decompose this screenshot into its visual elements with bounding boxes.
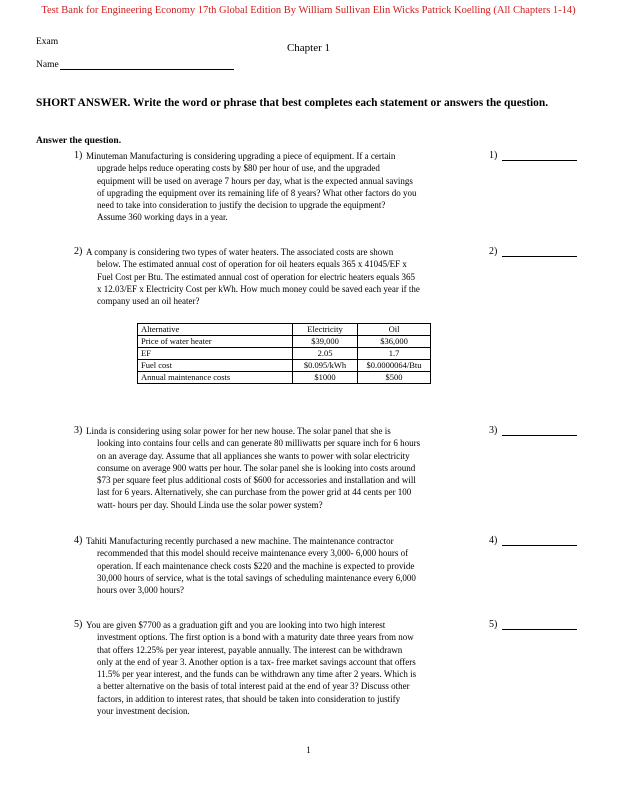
table-cell: Price of water heater bbox=[138, 336, 293, 348]
question-line: Linda is considering using solar power for her new house. The solar panel that she is bbox=[86, 426, 391, 436]
table-cell: $1000 bbox=[293, 372, 358, 384]
question-line: watt- hours per day. Should Linda use the solar power system? bbox=[97, 499, 323, 510]
answer-label: 4) bbox=[489, 535, 498, 546]
question-line: A company is considering two types of water heaters. The associated costs are shown bbox=[86, 247, 394, 257]
instructions-heading: SHORT ANSWER. Write the word or phrase that best completes each statement or answers the question. bbox=[36, 97, 549, 109]
water-heater-cost-table bbox=[137, 323, 431, 384]
question-line: a better alternative on the basis of total interest paid at the end of year 3? Discuss other bbox=[97, 681, 410, 692]
question-5 bbox=[74, 619, 484, 717]
question-line: last for 6 years. Alternatively, she can purchase from the power grid at 44 cents per 100 bbox=[97, 487, 412, 498]
answer-line bbox=[502, 246, 577, 257]
answer-label: 3) bbox=[489, 425, 498, 436]
table-header-cell: Oil bbox=[358, 324, 431, 336]
table-cell: Fuel cost bbox=[138, 360, 293, 372]
answer-line bbox=[502, 619, 577, 630]
question-1 bbox=[74, 150, 484, 224]
page-number: 1 bbox=[306, 745, 311, 755]
table-cell: EF bbox=[138, 348, 293, 360]
question-number: 3) bbox=[74, 425, 83, 436]
table-row bbox=[138, 336, 431, 348]
question-text bbox=[86, 150, 476, 224]
question-line: Minuteman Manufacturing is considering upgrading a piece of equipment. If a certain bbox=[86, 151, 396, 161]
question-line: upgrade helps reduce operating costs by $80 per hour of use, and the upgraded bbox=[97, 163, 380, 174]
question-text bbox=[86, 246, 476, 307]
question-4 bbox=[74, 535, 484, 596]
question-line: of upgrading the equipment over its remaining life of 8 years? What other factors do you bbox=[97, 187, 417, 198]
question-line: equipment will be used on average 7 hours per day, what is the expected annual savings bbox=[97, 175, 413, 186]
answer-blank-1 bbox=[489, 150, 577, 161]
question-line: your investment decision. bbox=[97, 706, 190, 717]
answer-blank-3 bbox=[489, 425, 577, 436]
question-line: 30,000 hours of service, what is the total savings of scheduling maintenance every 6,000 bbox=[97, 572, 416, 583]
question-line: Assume 360 working days in a year. bbox=[97, 212, 228, 223]
table-row bbox=[138, 360, 431, 372]
question-3 bbox=[74, 425, 484, 511]
question-line: Fuel Cost per Btu. The estimated annual cost of operation for electric heaters equals 365 bbox=[97, 271, 415, 282]
table-header-cell: Electricity bbox=[293, 324, 358, 336]
document-banner: Test Bank for Engineering Economy 17th Global Edition By William Sullivan Elin Wicks Patrick Koelling (All Chapters 1-14) bbox=[41, 5, 576, 16]
water-heater-cost-table-wrap bbox=[137, 323, 431, 384]
question-line: hours over 3,000 hours? bbox=[97, 585, 184, 596]
answer-blank-5 bbox=[489, 619, 577, 630]
answer-line bbox=[502, 535, 577, 546]
table-row bbox=[138, 372, 431, 384]
question-text bbox=[86, 619, 476, 717]
question-line: You are given $7700 as a graduation gift and you are looking into two high interest bbox=[86, 620, 386, 630]
question-number: 4) bbox=[74, 535, 83, 546]
table-cell: $500 bbox=[358, 372, 431, 384]
answer-label: 1) bbox=[489, 150, 498, 161]
table-header-cell: Alternative bbox=[138, 324, 293, 336]
question-line: on an average day. Assume that all appliances she wants to power with solar electricity bbox=[97, 450, 410, 461]
table-cell: $0.0000064/Btu bbox=[358, 360, 431, 372]
question-line: need to take into consideration to justify the decision to upgrade the equipment? bbox=[97, 200, 386, 211]
question-line: below. The estimated annual cost of operation for oil heaters equals 365 x 41045/EF x bbox=[97, 259, 407, 270]
name-label: Name bbox=[36, 60, 59, 70]
name-field bbox=[36, 60, 234, 70]
table-row bbox=[138, 348, 431, 360]
question-line: Tahiti Manufacturing recently purchased a new machine. The maintenance contractor bbox=[86, 536, 394, 546]
table-cell: Annual maintenance costs bbox=[138, 372, 293, 384]
table-cell: $36,000 bbox=[358, 336, 431, 348]
question-2 bbox=[74, 246, 484, 307]
question-line: looking into contains four cells and can generate 80 milliwatts per square inch for 6 hours bbox=[97, 438, 421, 449]
question-line: consume on average 900 watts per hour. The solar panel she is looking into costs around bbox=[97, 462, 416, 473]
question-line: operation. If each maintenance check costs $220 and the machine is expected to provide bbox=[97, 560, 415, 571]
answer-label: 2) bbox=[489, 246, 498, 257]
question-text bbox=[86, 425, 476, 511]
answer-line bbox=[502, 425, 577, 436]
question-line: x 12.03/EF x Electricity Cost per kWh. How much money could be saved each year if the bbox=[97, 283, 420, 294]
question-number: 5) bbox=[74, 619, 83, 630]
chapter-title: Chapter 1 bbox=[286, 42, 331, 54]
question-line: factors, in addition to interest rates, that should be taken into consideration to justify bbox=[97, 693, 401, 704]
answer-blank-4 bbox=[489, 535, 577, 546]
question-number: 2) bbox=[74, 246, 83, 257]
question-line: company used an oil heater? bbox=[97, 296, 200, 307]
exam-label: Exam bbox=[36, 37, 59, 47]
question-line: 11.5% per year interest, and the funds can be withdrawn any time after 2 years. Which is bbox=[97, 669, 417, 680]
question-line: that offers 12.25% per year interest, payable annually. The interest can be withdrawn bbox=[97, 644, 403, 655]
question-line: only at the end of year 3. Another option is a tax- free market savings account that offers bbox=[97, 656, 416, 667]
table-cell: $0.095/kWh bbox=[293, 360, 358, 372]
table-cell: 1.7 bbox=[358, 348, 431, 360]
question-line: investment options. The first option is a bond with a maturity date three years from now bbox=[97, 632, 414, 643]
question-text bbox=[86, 535, 476, 596]
question-line: $73 per square feet plus additional costs of $600 for accessories and installation and will bbox=[97, 475, 416, 486]
table-cell: 2.05 bbox=[293, 348, 358, 360]
table-header-row bbox=[138, 324, 431, 336]
question-number: 1) bbox=[74, 150, 83, 161]
question-line: recommended that this model should receive maintenance every 3,000- 6,000 hours of bbox=[97, 548, 409, 559]
table-cell: $39,000 bbox=[293, 336, 358, 348]
answer-blank-2 bbox=[489, 246, 577, 257]
answer-label: 5) bbox=[489, 619, 498, 630]
answer-line bbox=[502, 150, 577, 161]
instructions-subheading: Answer the question. bbox=[36, 136, 122, 146]
name-blank-line bbox=[60, 60, 234, 70]
